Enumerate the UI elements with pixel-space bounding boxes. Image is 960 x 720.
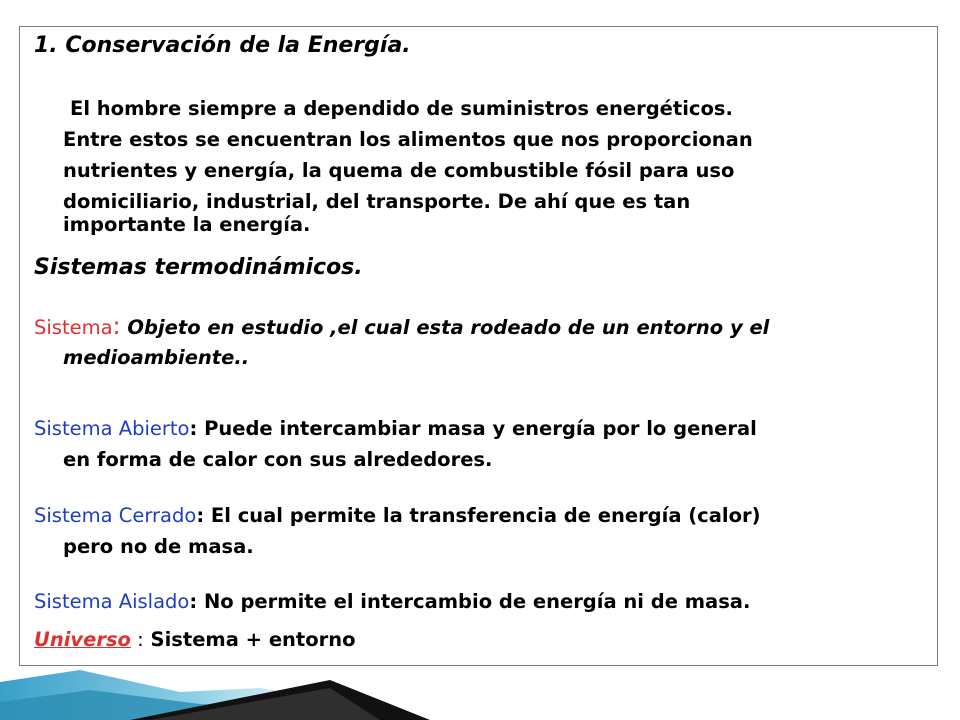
sistema-aislado-line: [34, 586, 750, 617]
sistema-abierto-term: Sistema Abierto: [34, 417, 190, 440]
sistema-definition-line-1: [34, 311, 769, 343]
universo-term: Universo: [34, 628, 131, 651]
sistema-cerrado-line-2: pero no de masa.: [63, 535, 254, 558]
sistema-cerrado-text: El cual permite la transferencia de energía (calor): [204, 504, 761, 527]
sistema-abierto-line-2: en forma de calor con sus alrededores.: [63, 448, 493, 471]
universo-text: Sistema + entorno: [143, 628, 356, 651]
sistema-cerrado-line-1: [34, 500, 761, 531]
sistema-cerrado-colon: :: [196, 504, 205, 527]
sistema-cerrado-term: Sistema Cerrado: [34, 504, 197, 527]
decorative-swoosh: [0, 640, 960, 720]
section-2-title: Sistemas termodinámicos.: [34, 255, 363, 280]
paragraph-line-2: Entre estos se encuentran los alimentos que nos proporcionan: [63, 128, 753, 151]
sistema-aislado-colon: :: [189, 590, 198, 613]
section-1-title: 1. Conservación de la Energía.: [34, 33, 411, 58]
sistema-definition-line-2: medioambiente..: [63, 346, 250, 369]
sistema-abierto-line-1: [34, 413, 757, 444]
paragraph-line-5: importante la energía.: [63, 213, 311, 236]
sistema-abierto-colon: :: [189, 417, 198, 440]
sistema-term: Sistema: [34, 316, 113, 339]
paragraph-line-1: El hombre siempre a dependido de suministros energéticos.: [70, 97, 733, 120]
universo-colon: :: [130, 628, 144, 651]
paragraph-line-4: domiciliario, industrial, del transporte. De ahí que es tan: [63, 190, 691, 213]
sistema-colon: :: [112, 312, 121, 340]
sistema-aislado-term: Sistema Aislado: [34, 590, 190, 613]
sistema-abierto-text: Puede intercambiar masa y energía por lo general: [197, 417, 757, 440]
sistema-aislado-text: No permite el intercambio de energía ni de masa.: [197, 590, 751, 613]
sistema-definition-text: Objeto en estudio ,el cual esta rodeado de un entorno y el: [120, 316, 770, 339]
paragraph-line-3: nutrientes y energía, la quema de combustible fósil para uso: [63, 159, 735, 182]
